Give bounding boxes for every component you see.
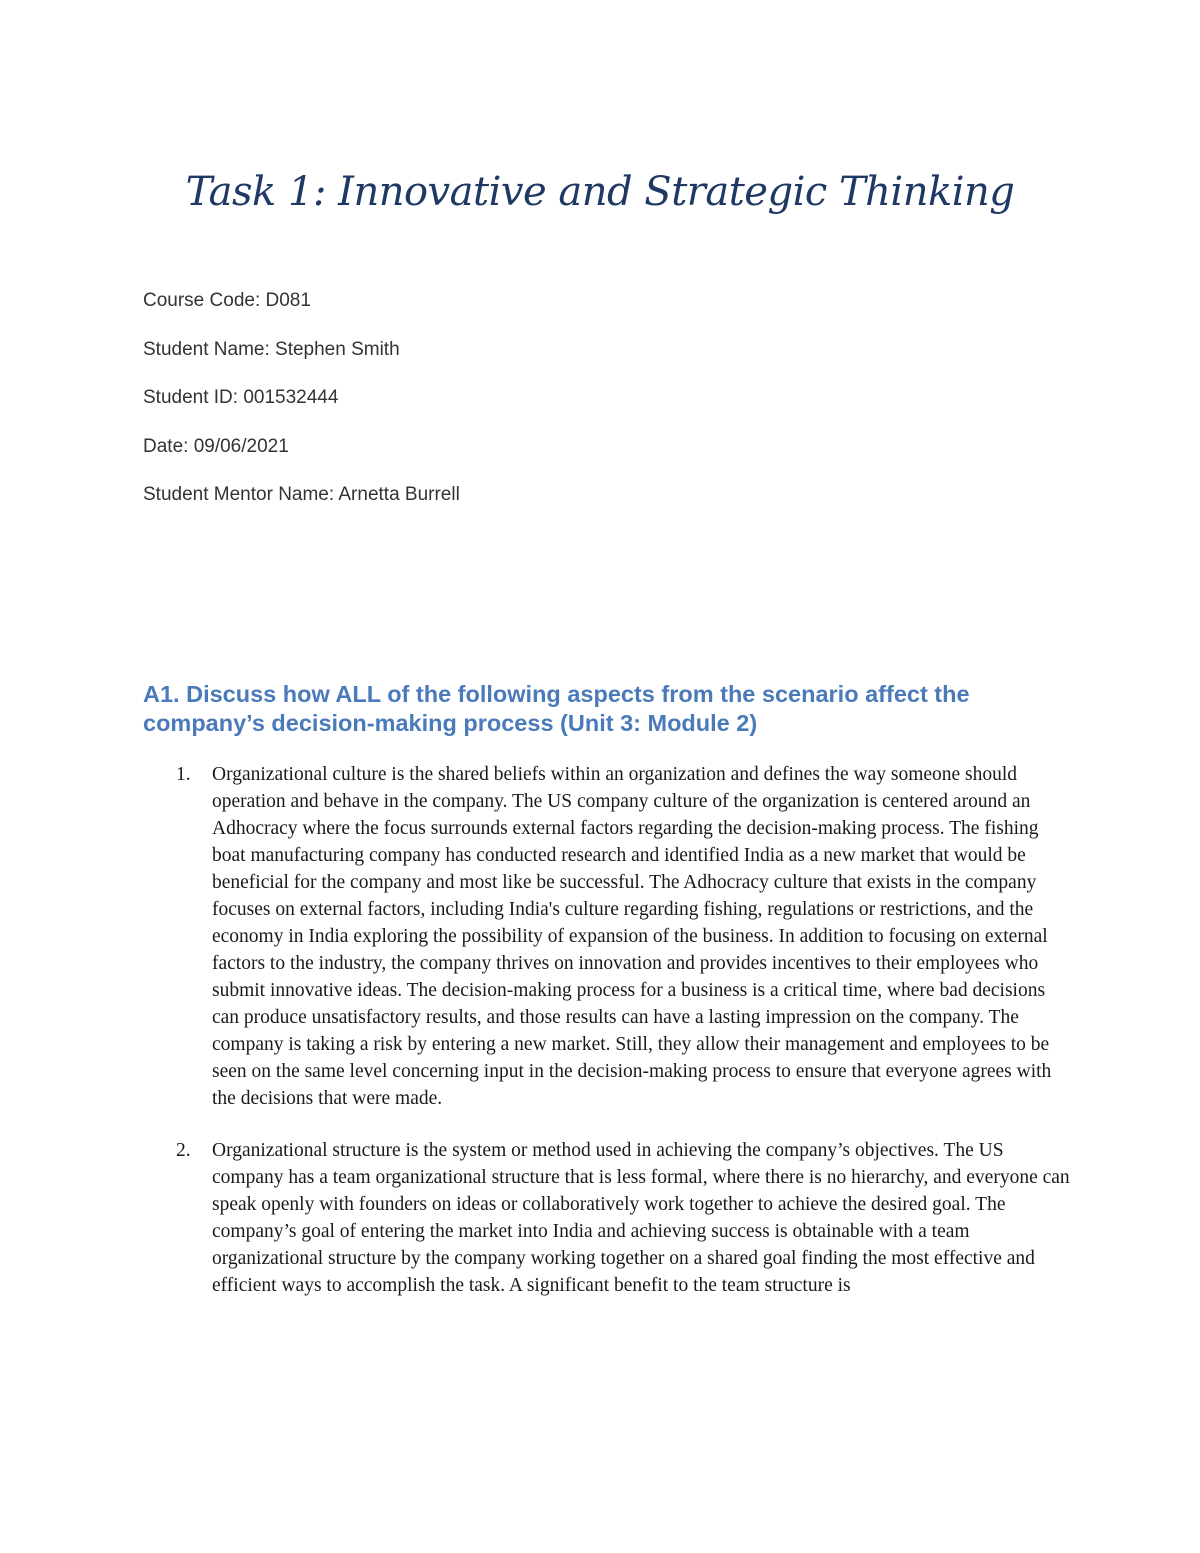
- section-heading: A1. Discuss how ALL of the following aspects from the scenario affect the company’s decision-making process (Unit 3: Module 2): [143, 681, 970, 736]
- list-item-text: Organizational structure is the system or method used in achieving the company’s objectives. The US company has a team organizational structure that is less formal, where there is no hierarchy, and everyone can speak openly with founders on ideas or collaboratively work together to achieve the desired goal. The company’s goal of entering the market into India and achieving success is obtainable with a team organizational structure by the company working together on a shared goal finding the most effective and efficient ways to accomplish the task. A significant benefit to the team structure is: [212, 1140, 1070, 1296]
- student-name-line: Student Name: Stephen Smith: [143, 338, 400, 360]
- list-item-number: 2.: [176, 1140, 191, 1161]
- list-item-text: Organizational culture is the shared beliefs within an organization and defines the way someone should operation and behave in the company. The US company culture of the organization is centered around an Adhocracy where the focus surrounds external factors regarding the decision-making process. The fishing boat manufacturing company has conducted research and identified India as a new market that would be beneficial for the company and most like be successful. The Adhocracy culture that exists in the company focuses on external factors, including India's culture regarding fishing, regulations or restrictions, and the economy in India exploring the possibility of expansion of the business. In addition to focusing on external factors to the industry, the company thrives on innovation and provides incentives to their employees who submit innovative ideas. The decision-making process for a business is a critical time, where bad decisions can produce unsatisfactory results, and those results can have a lasting impression on the company. The company is taking a risk by entering a new market. Still, they allow their management and employees to be seen on the same level concerning input in the decision-making process to ensure that everyone agrees with the decisions that were made.: [212, 764, 1052, 1109]
- date-line: Date: 09/06/2021: [143, 435, 289, 457]
- list-item: [143, 761, 1073, 1112]
- list-item: [143, 1137, 1073, 1299]
- answer-list: [143, 761, 1073, 1324]
- list-item-number: 1.: [176, 764, 191, 785]
- document-title: Task 1: Innovative and Strategic Thinking: [185, 169, 1015, 215]
- student-id-line: Student ID: 001532444: [143, 387, 339, 408]
- mentor-name-line: Student Mentor Name: Arnetta Burrell: [143, 484, 460, 505]
- course-code-line: Course Code: D081: [143, 290, 311, 311]
- student-info-block: [143, 288, 460, 531]
